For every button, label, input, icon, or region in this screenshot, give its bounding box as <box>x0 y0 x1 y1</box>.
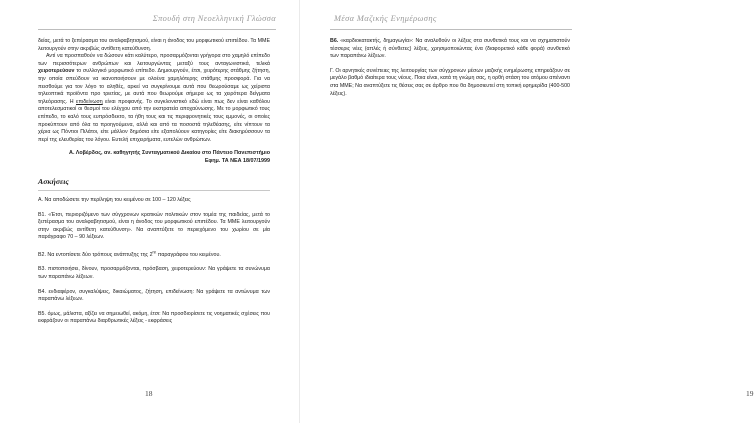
divider <box>38 190 270 191</box>
right-page <box>300 0 754 423</box>
exercise-b1: Β1. «Έτσι, περιοριζόμενο των σύγχρονων κρατικών πολιτικών στον τομέα της παιδείας, μετά το ξεπέρασμα του αναλφαβητισμού, είναι η άνοδος του μορφωτικού επιπέδου. Τα ΜΜΕ λειτουργούν στην ακριβώς αντίθετη κατεύθυνση». Να αναπτύξετε το περιεχόμενο του χωρίου σε μία παράγραφο 70 – 90 λέξεων. <box>38 211 270 241</box>
running-header: Σπουδή στη Νεοελληνική Γλώσσα <box>152 14 276 23</box>
paragraph-text: Αντί να προσπαθούν να δώσουν κάτι καλύτερο, προσαρμόζονται γρήγορα στο χαμηλό επίπεδο των περισσότερων ανθρώπων και λειτουργώντας μεταξύ τους ανταγωνιστικά, τελικά <box>38 53 270 67</box>
exercises-heading: Ασκήσεις <box>38 176 69 186</box>
page-body <box>38 38 270 333</box>
source-paper: Εφημ. ΤΑ ΝΕΑ 18/07/1999 <box>204 157 270 164</box>
superscript: ης <box>152 250 157 255</box>
exercise-b5: Β5. όμως, μάλιστα, αξίζει να σημειωθεί, ακόμη, έτσι: Να προσδιορίσετε τις νοηματικές σχέσεις που εκφράζουν οι παραπάνω διαρθρωτικές λέξεις - εκφράσεις <box>38 310 270 325</box>
header-rule <box>330 29 572 30</box>
paragraph-text: το συλλογικό μορφωτικό επίπεδο. Δημιουργούν, έτσι, χειρότερης στάθμης ζήτηση, την οποία σπεύδουν να ικανοποιήσουν με ολοένα χαμηλότερης στάθμης προσφορά. Για να πεισθούμε για τον λόγο το αληθές, αρκεί να συγκρίνουμε αυτά που θεωρούσαμε ως χείριστα τηλεοπτικά προϊόντα προ τριετίας, με αυτά που θεωρούμε σήμερα ως τα χειρότερα δείγματα τηλεόρασης. Η <box>38 68 270 105</box>
exercise-b3: Β3. πιστοποιήσει, δίνουν, προσαρμόζονται, πρόσβαση, χειροτερεύουν: Να γράψετε τα συνώνυμα των παραπάνω λέξεων. <box>38 266 270 281</box>
exercise-b2 <box>38 249 270 259</box>
page-number: 19 <box>746 389 754 398</box>
exercise-b2-text: παραγράφου του κειμένου. <box>156 251 221 258</box>
page-number: 18 <box>145 389 153 398</box>
exercise-a: Α. Να αποδώσετε την περίληψη του κειμένου σε 100 – 120 λέξεις <box>38 197 191 204</box>
running-header: Μέσα Μαζικής Ενημέρωσης <box>334 14 437 23</box>
exercise-b6 <box>330 38 570 61</box>
page-body <box>330 38 570 105</box>
header-rule <box>38 29 276 30</box>
paragraph: δείας, μετά το ξεπέρασμα του αναλφαβητισμού, είναι η άνοδος του μορφωτικού επιπέδου. Τα ΜΜΕ λειτουργούν στην ακριβώς αντίθετη κατεύθυνση. <box>38 38 270 52</box>
left-page <box>0 0 300 423</box>
exercise-label: Β6. <box>330 38 339 44</box>
exercise-b4: Β4. ενδιαφέρον, συγκαλύψεις, δικαιώματος, ζήτηση, επιδείνωση: Να γράψετε τα αντώνυμα των παραπάνω λέξεων. <box>38 288 270 303</box>
paragraph-text: είναι προφανής. Το συγκλονιστικό εδώ είναι πως δεν είναι καθόλου αποτελεσματικοί οι θεσμοί του ελέγχου από την εκστρατεία αποχαύνωσης. Με το μορφωτικό τους επίπεδο, το καλό τους ευπρόσδεκτο, τα ήθη τους και τις περιφρονητικές τους εμμονές, οι οποίες προκύπτουν από όλα τα προηγούμενα, αλλά και από τα ποσοστά τηλεθέασης, είτε νίπτουν τα χέρια ως Πόντιοι Πιλάτοι, είτε μάλλον δημόσια είτε εξαπολύουν κατηγορίες είτε διακηρύσσουν τα περί της ελευθερίας του λόγου. Ευτελή επιχειρήματα, ευτελών ανθρώπων. <box>38 98 270 143</box>
exercise-g: Γ. Οι αρνητικές συνέπειες της λειτουργίας των σύγχρονων μέσων μαζικής ενημέρωσης επηρεάζουν σε μεγάλο βαθμό ιδιαίτερα τους νέους. Ποια είναι, κατά τη γνώμη σας, η ορθή στάση του ατόμου απέναντι στα ΜΜΕ; Να αναπτύξετε τις θέσεις σας σε άρθρο που θα δημοσιευτεί στη τοπική εφημερίδα (400-500 λέξεις). <box>330 67 570 97</box>
exercise-b2-text: Β2. Να εντοπίσετε δύο τρόπους ανάπτυξης της 2 <box>38 251 153 258</box>
paragraph <box>38 53 270 144</box>
source-author: Α. Λοβέρδος, αν. καθηγητής Συνταγματικού Δικαίου στο Πάντειο Πανεπιστήμιο <box>69 150 270 157</box>
exercise-b6-text: «καρδιοκατακτής, δημαγωγία»: Να αναλυθούν οι λέξεις στα συνθετικά τους και να σχηματιστούν τέσσερις νέες (απλές ή σύνθετες) λέξεις, χρησιμοποιώντας ένα (διαφορετικό κάθε φορά) συνθετικό των παραπάνω λέξεων. <box>330 38 570 60</box>
underlined-term: επιδείνωση <box>76 98 103 105</box>
bold-term: χειροτερεύουν <box>38 68 75 75</box>
